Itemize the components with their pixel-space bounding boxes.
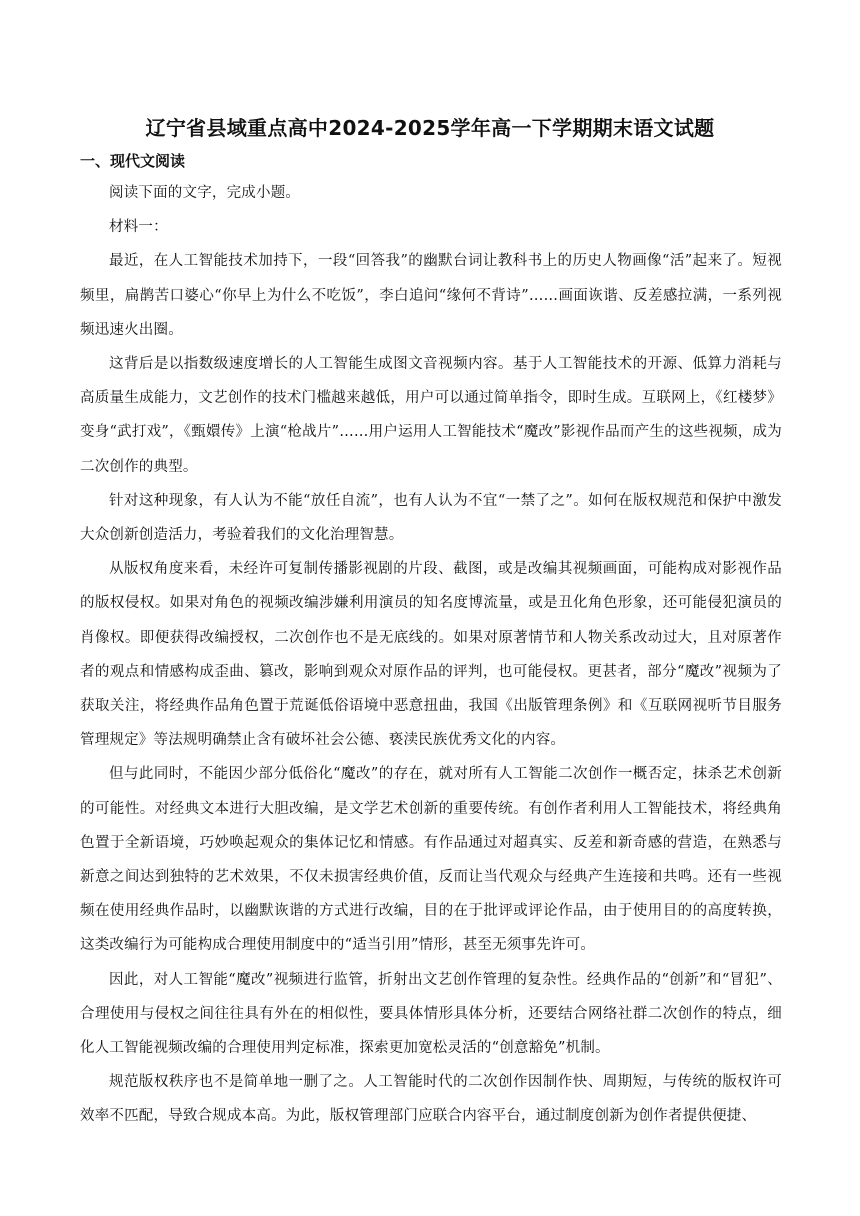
paragraph: 最近，在人工智能技术加持下，一段“回答我”的幽默台词让教科书上的历史人物画像“活”起来了。短视频里，扁鹊苦口婆心“你早上为什么不吃饭”，李白追问“缘何不背诗”……画面诙谐、反差感拉满，一系列视频迅速火出圈。 [80,253,782,338]
instruction-text: 阅读下面的文字，完成小题。 [109,185,301,201]
document-body [80,176,782,1134]
document-title: 辽宁省县域重点高中2024-2025学年高一下学期期末语文试题 [145,116,715,140]
paragraph: 因此，对人工智能“魔改”视频进行监管，折射出文艺创作管理的复杂性。经典作品的“创新”和“冒犯”、合理使用与侵权之间往往具有外在的相似性，要具体情形具体分析，还要结合网络社群二次创作的特点，细化人工智能视频改编的合理使用判定标准，探索更加宽松灵活的“创意豁免”机制。 [80,971,782,1057]
paragraph: 规范版权秩序也不是简单地一删了之。人工智能时代的二次创作因制作快、周期短，与传统的版权许可效率不匹配，导致合规成本高。为此，版权管理部门应联合内容平台，通过制度创新为创作者提供便捷、 [80,1074,782,1125]
paragraph: 针对这种现象，有人认为不能“放任自流”，也有人认为不宜“一禁了之”。如何在版权规范和保护中激发大众创新创造活力，考验着我们的文化治理智慧。 [80,492,782,544]
paragraph: 但与此同时，不能因少部分低俗化“魔改”的存在，就对所有人工智能二次创作一概否定，抹杀艺术创新的可能性。对经典文本进行大胆改编，是文学艺术创新的重要传统。有创作者利用人工智能技术，将经典角色置于全新语境，巧妙唤起观众的集体记忆和情感。有作品通过对超真实、反差和新奇感的营造，在熟悉与新意之间达到独特的艺术效果，不仅未损害经典价值，反而让当代观众与经典产生连接和共鸣。还有一些视频在使用经典作品时，以幽默诙谐的方式进行改编，目的在于批评或评论作品，由于使用目的的高度转换，这类改编行为可能构成合理使用制度中的“适当引用”情形，甚至无须事先许可。 [80,766,782,954]
paragraph: 从版权角度来看，未经许可复制传播影视剧的片段、截图，或是改编其视频画面，可能构成对影视作品的版权侵权。如果对角色的视频改编涉嫌利用演员的知名度博流量，或是丑化角色形象，还可能侵犯演员的肖像权。即便获得改编授权，二次创作也不是无底线的。如果对原著情节和人物关系改动过大，且对原著作者的观点和情感构成歪曲、篡改，影响到观众对原作品的评判，也可能侵权。更甚者，部分“魔改”视频为了获取关注，将经典作品角色置于荒诞低俗语境中恶意扭曲，我国《出版管理条例》和《互联网视听节目服务管理规定》等法规明确禁止含有破坏社会公德、亵渎民族优秀文化的内容。 [80,561,782,749]
section-heading: 一、现代文阅读 [80,152,186,170]
paragraph: 这背后是以指数级速度增长的人工智能生成图文音视频内容。基于人工智能技术的开源、低算力消耗与高质量生成能力，文艺创作的技术门槛越来越低，用户可以通过简单指令，即时生成。互联网上，《红楼梦》变身“武打戏”，《甄嬛传》上演“枪战片”……用户运用人工智能技术“魔改”影视作品而产生的这些视频，成为二次创作的典型。 [80,356,782,475]
material-label: 材料一： [109,219,168,236]
